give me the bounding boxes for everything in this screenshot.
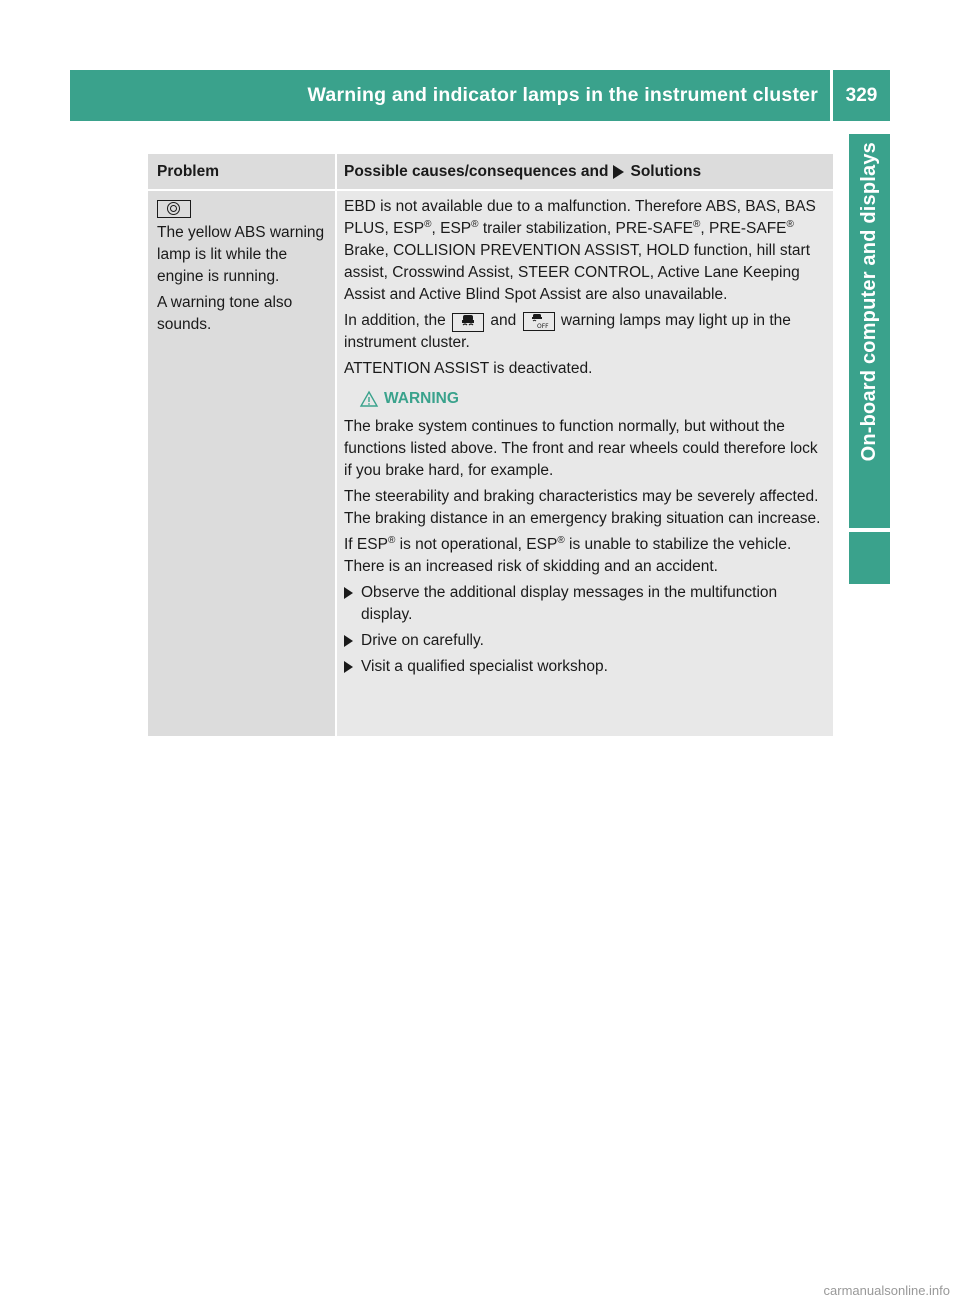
chapter-tab: [849, 134, 890, 528]
header-solutions: [337, 154, 833, 189]
warning-text-1: The brake system continues to function normally, but without the functions listed above. The front and rear wheels could therefore lock if you brake hard, for example.: [344, 418, 818, 479]
cause-paragraph-3: ATTENTION ASSIST is deactivated.: [344, 360, 593, 377]
lamp-table: [148, 154, 833, 736]
action-step: Drive on carefully.: [344, 630, 826, 652]
esp-off-icon: [523, 312, 555, 331]
problem-text-1: The yellow ABS warning lamp is lit while the engine is running.: [157, 224, 325, 286]
action-step: Observe the additional display messages in the multifunction display.: [344, 582, 826, 626]
page-number: 329: [845, 84, 878, 106]
page-title: Warning and indicator lamps in the instrument cluster: [307, 84, 818, 106]
step-arrow-icon: [344, 635, 353, 647]
problem-cell: [148, 191, 335, 736]
header-problem: Problem: [148, 154, 335, 189]
esp-icon: [452, 313, 484, 332]
step-arrow-icon: [344, 661, 353, 673]
abs-warning-icon: [157, 200, 191, 218]
warning-heading: [344, 388, 826, 410]
chapter-tab-marker: [849, 532, 890, 584]
header-solutions-pre: Possible causes/consequences and: [344, 162, 609, 180]
warning-triangle-icon: [360, 391, 378, 407]
action-step: Visit a qualified specialist workshop.: [344, 656, 826, 678]
solution-arrow-icon: [613, 165, 624, 179]
warning-label: WARNING: [384, 390, 459, 407]
step-arrow-icon: [344, 587, 353, 599]
warning-text-3: If ESP® is not operational, ESP® is unable to stabilize the vehicle. There is an increased risk of skidding and an accident.: [344, 534, 792, 575]
cause-paragraph-1: EBD is not available due to a malfunction. Therefore ABS, BAS, BAS PLUS, ESP®, ESP® trailer stabilization, PRE-SAFE®, PRE-SAFE® Brake, COLLISION PREVENTION ASSIST, HOLD function, hill start assist, Crosswind Assist, STEER CONTROL, Active Lane Keeping Assist and Active Blind Spot Assist are also unavailable.: [344, 198, 816, 303]
page-header: [70, 70, 890, 121]
svg-text:OFF: OFF: [536, 323, 549, 330]
cause-paragraph-2: In addition, the and OFF warning lamps may light up in the instrument cluster.: [344, 312, 791, 351]
problem-text-2: A warning tone also sounds.: [157, 294, 293, 334]
solutions-cell: [337, 191, 833, 736]
header-solutions-post: Solutions: [630, 162, 702, 180]
warning-text-2: The steerability and braking characteristics may be severely affected. The braking distance in an emergency braking situation can increase.: [344, 488, 821, 527]
watermark-footer: carmanualsonline.info: [823, 1283, 950, 1298]
chapter-tab-label: On-board computer and displays: [858, 142, 880, 462]
